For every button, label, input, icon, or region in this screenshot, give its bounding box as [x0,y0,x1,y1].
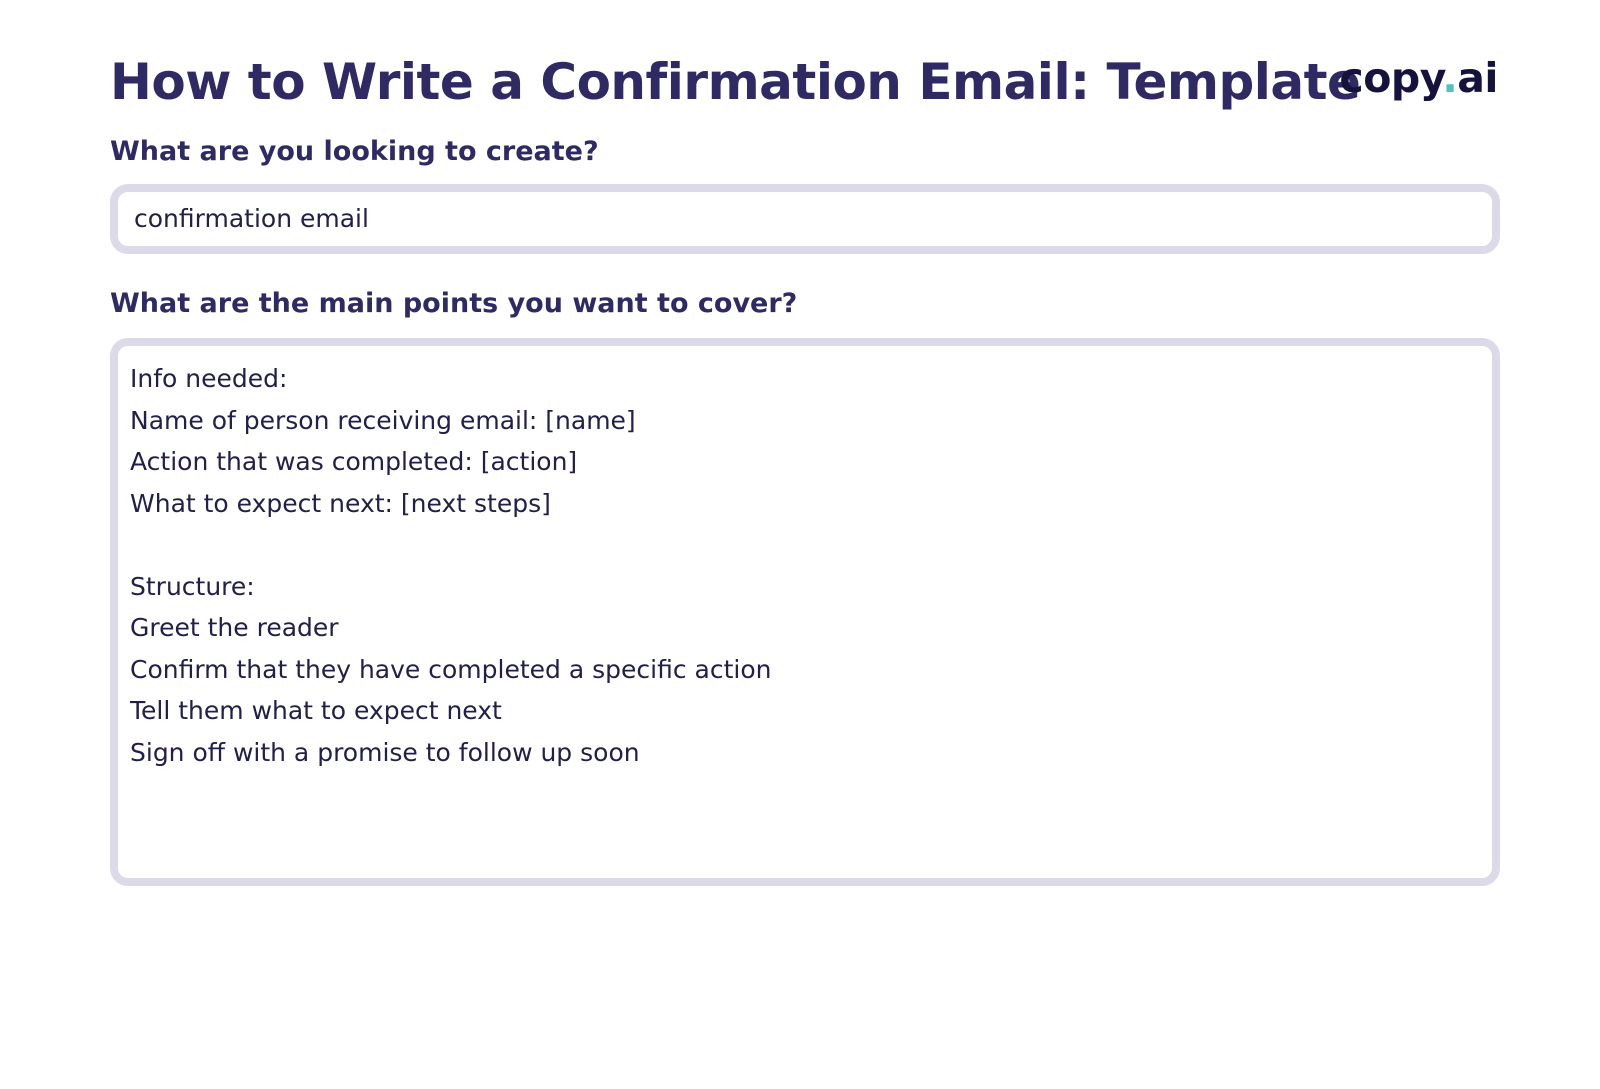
create-field-label: What are you looking to create? [110,136,599,167]
points-line: What to expect next: [next steps] [130,488,551,518]
copy-ai-logo[interactable] [1339,50,1498,106]
create-input-value: confirmation email [134,204,369,233]
points-line: Name of person receiving email: [name] [130,405,636,435]
points-textarea[interactable] [110,338,1500,886]
logo-dot: . [1442,54,1458,102]
points-line-blank [130,524,1480,566]
page-title: How to Write a Confirmation Email: Template [110,53,1361,111]
logo-text-suffix: ai [1457,54,1498,102]
create-input[interactable] [110,184,1500,254]
points-field-label: What are the main points you want to cover? [110,288,798,319]
points-line: Sign off with a promise to follow up soon [130,737,640,767]
points-line: Info needed: [130,364,288,393]
points-line: Confirm that they have completed a specific action [130,654,772,684]
logo-text-main: copy [1339,54,1443,102]
points-line: Greet the reader [130,613,339,642]
points-line: Tell them what to expect next [130,696,502,725]
points-line: Action that was completed: [action] [130,447,578,476]
points-line: Structure: [130,571,255,601]
